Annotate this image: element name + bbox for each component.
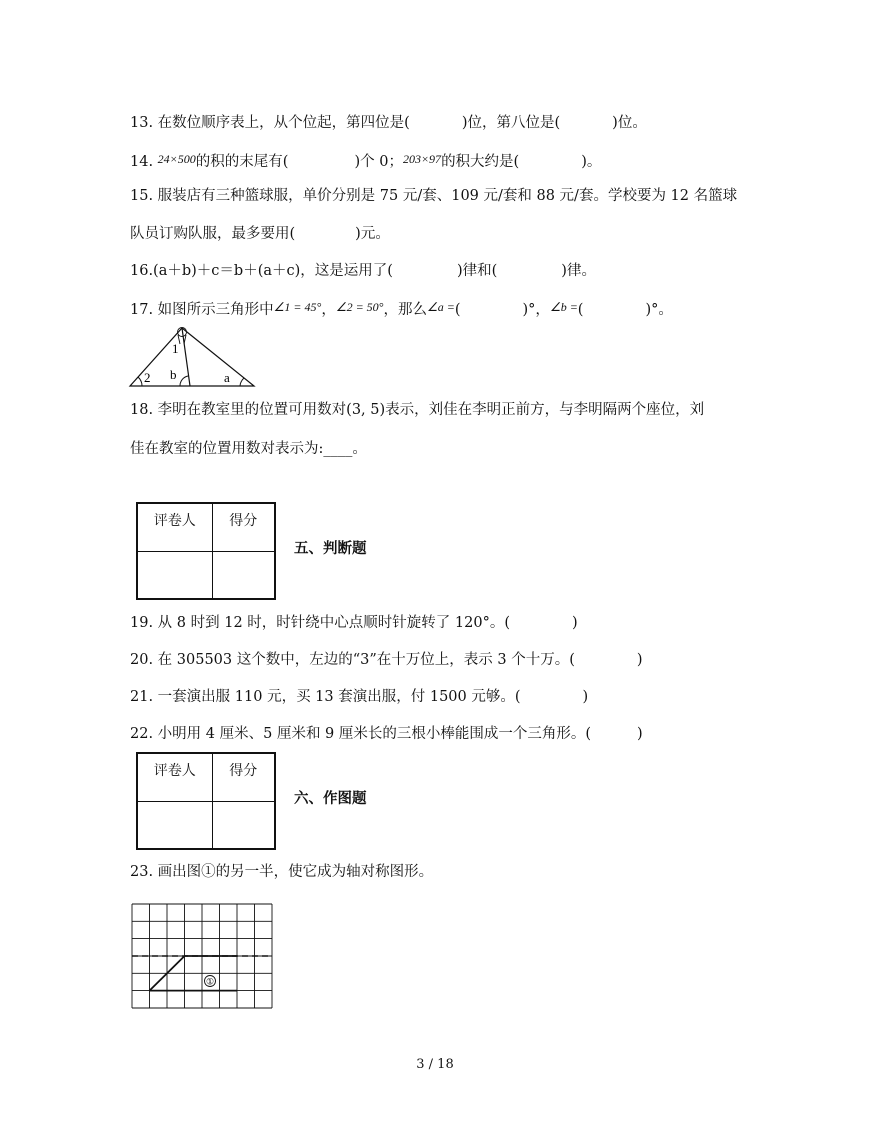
math-angle-2: ∠2 = 50° [335,300,384,314]
question-16: 16.(a＋b)＋c＝b＋(a＋c)，这是运用了( )律和( )律。 [130,263,596,279]
triangle-label-2: 2 [144,370,151,385]
math-203x97: 203×97 [402,152,442,166]
question-23: 23. 画出图①的另一半，使它成为轴对称图形。 [130,864,434,880]
section-6-title: 六、作图题 [294,791,367,807]
question-19: 19. 从 8 时到 12 时，时针绕中心点顺时针旋转了 120°。( ) [130,615,578,631]
question-15-line1: 15. 服装店有三种篮球服，单价分别是 75 元/套、109 元/套和 88 元/套。学校要为 12 名篮球 [130,188,738,204]
question-20: 20. 在 305503 这个数中，左边的“3”在十万位上，表示 3 个十万。( ) [130,652,643,668]
math-angle-b: ∠b = [549,300,578,314]
question-14: 14. $^{24\times 500}$的积的末尾有( )个 0；$^{203\times 97}$的积大约是( )。 [130,152,602,170]
score-header: 得分 [212,753,275,801]
page-number: 3 / 18 [416,1057,454,1072]
question-17: 17. 如图所示三角形中$^{\angle 1 = 45^\circ}$，$^{\angle 2 = 50^\circ}$，那么$^{\angle a =}$( )°，$^{\angle b =}$( )°。 [130,300,673,318]
angle-2-arc [138,377,142,386]
angle-a-arc [240,378,244,386]
figure-1-label: ① [205,977,215,988]
reviewer-header: 评卷人 [137,503,212,551]
question-18-line2: 佳在教室的位置用数对表示为:____。 [130,441,367,457]
math-angle-a: ∠a = [426,300,455,314]
score-cell[interactable] [212,801,275,849]
math-angle-1: ∠1 = 45° [273,300,322,314]
triangle-label-b: b [170,367,177,382]
reviewer-cell[interactable] [137,801,212,849]
triangle-figure [128,326,258,388]
reviewer-header: 评卷人 [137,753,212,801]
reviewer-cell[interactable] [137,551,212,599]
question-18-line1: 18. 李明在教室里的位置可用数对(3, 5)表示，刘佳在李明正前方，与李明隔两个座位，刘 [130,402,705,418]
grid-figure[interactable] [132,904,274,1010]
triangle-label-a: a [224,370,230,385]
section-5-title: 五、判断题 [294,541,367,557]
score-cell[interactable] [212,551,275,599]
score-table-2 [136,752,276,850]
angle-b-arc [180,376,188,386]
score-table-1 [136,502,276,600]
question-22: 22. 小明用 4 厘米、5 厘米和 9 厘米长的三根小棒能围成一个三角形。( ) [130,726,643,742]
math-24x500: 24×500 [157,152,196,166]
question-15-line2: 队员订购队服，最多要用( )元。 [130,226,390,242]
question-21: 21. 一套演出服 110 元，买 13 套演出服，付 1500 元够。( ) [130,689,589,705]
triangle-label-1: 1 [172,341,179,356]
score-header: 得分 [212,503,275,551]
question-13: 13. 在数位顺序表上，从个位起，第四位是( )位，第八位是( )位。 [130,115,647,131]
